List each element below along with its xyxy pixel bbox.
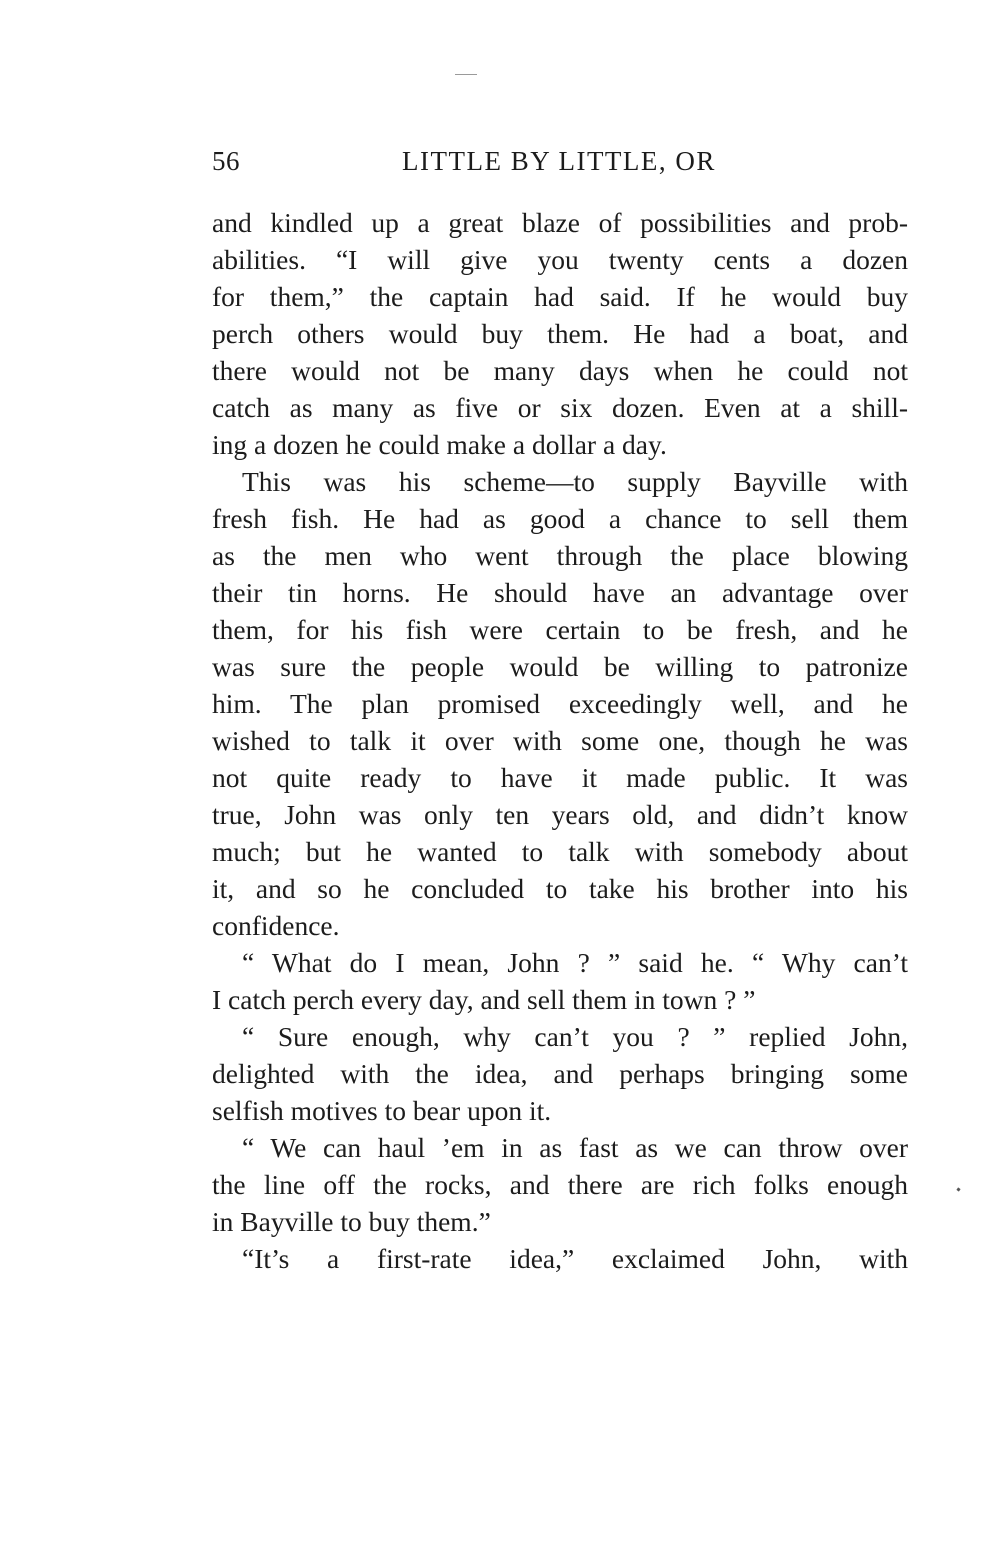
text-line: the line off the rocks, and there are rich folks enough (212, 1169, 908, 1200)
text-line: “ Sure enough, why can’t you ? ” replied John, (242, 1021, 908, 1052)
text-line: This was his scheme—to supply Bayville with (242, 466, 908, 497)
text-line: in Bayville to buy them.” (212, 1206, 491, 1237)
text-line: it, and so he concluded to take his brother into his (212, 873, 908, 904)
text-line: abilities. “I will give you twenty cents a dozen (212, 244, 908, 275)
page-number: 56 (212, 146, 240, 176)
text-line: for them,” the captain had said. If he would buy (212, 281, 908, 312)
text-line: and kindled up a great blaze of possibilities and prob- (212, 207, 908, 238)
text-line: “ We can haul ’em in as fast as we can throw over (242, 1132, 908, 1163)
text-line: delighted with the idea, and perhaps bringing some (212, 1058, 908, 1089)
running-head: LITTLE BY LITTLE, OR (402, 146, 716, 176)
page-header (212, 146, 908, 182)
text-line: “It’s a first-rate idea,” exclaimed John, with (242, 1243, 908, 1274)
text-line: them, for his fish were certain to be fresh, and he (212, 614, 908, 645)
text-line: catch as many as five or six dozen. Even at a shill- (212, 392, 908, 423)
text-line: ing a dozen he could make a dollar a day. (212, 429, 667, 460)
text-line: fresh fish. He had as good a chance to sell them (212, 503, 908, 534)
text-line: confidence. (212, 910, 340, 941)
text-line: as the men who went through the place blowing (212, 540, 908, 571)
text-line: their tin horns. He should have an advantage over (212, 577, 908, 608)
printer-mark (455, 74, 477, 75)
text-line: him. The plan promised exceedingly well, and he (212, 688, 908, 719)
text-line: I catch perch every day, and sell them in town ? ” (212, 984, 756, 1015)
body-text (212, 204, 908, 1277)
text-line: “ What do I mean, John ? ” said he. “ Why can’t (242, 947, 908, 978)
ink-speck (956, 1187, 960, 1191)
text-line: true, John was only ten years old, and didn’t know (212, 799, 908, 830)
text-line: wished to talk it over with some one, though he was (212, 725, 908, 756)
text-line: perch others would buy them. He had a boat, and (212, 318, 908, 349)
text-line: not quite ready to have it made public. It was (212, 762, 908, 793)
text-line: was sure the people would be willing to patronize (212, 651, 908, 682)
text-line: selfish motives to bear upon it. (212, 1095, 552, 1126)
text-line: there would not be many days when he could not (212, 355, 908, 386)
text-line: much; but he wanted to talk with somebody about (212, 836, 908, 867)
